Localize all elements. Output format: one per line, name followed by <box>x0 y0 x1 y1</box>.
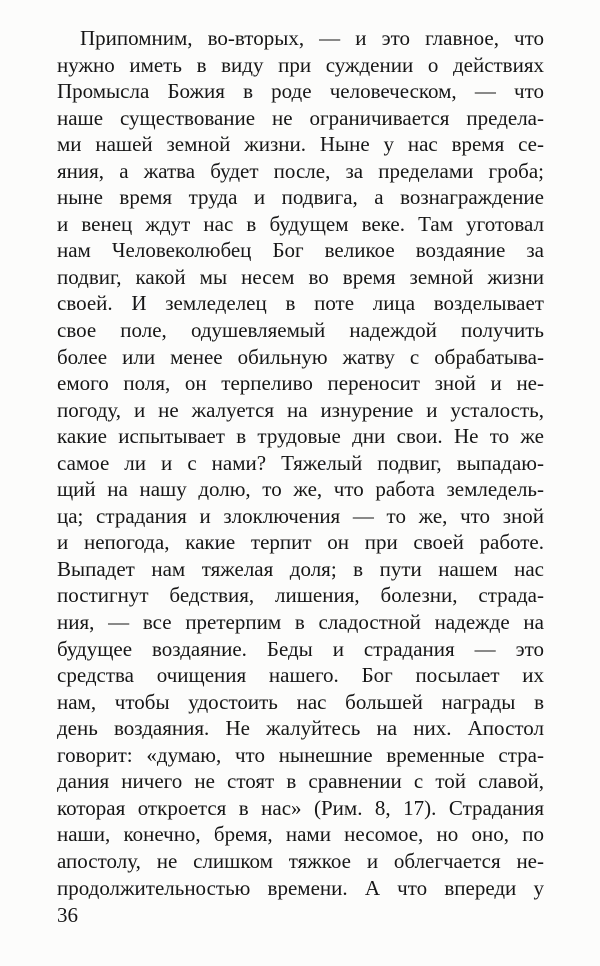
text-line: нужно иметь в виду при суждении о действиях <box>57 52 544 77</box>
text-line: погоду, и не жалуется на изнурение и усталость, <box>57 397 544 422</box>
text-line: щий на нашу долю, то же, что работа земледель- <box>57 477 544 502</box>
text-block <box>57 25 544 901</box>
text-line: свое поле, одушевляемый надеждой получить <box>57 318 544 343</box>
text-line: день воздаяния. Не жалуйтесь на них. Апостол <box>57 716 544 741</box>
text-line: емого поля, он терпеливо переносит зной и не- <box>57 371 544 396</box>
text-line: ца; страдания и злоключения — то же, что зной <box>57 503 544 528</box>
text-line: самое ли и с нами? Тяжелый подвиг, выпадаю- <box>57 450 544 475</box>
text-line: и венец ждут нас в будущем веке. Там уготовал <box>57 211 544 236</box>
text-line: постигнут бедствия, лишения, болезни, страда- <box>57 583 544 608</box>
text-line: продолжительностью времени. А что впереди у <box>57 875 544 900</box>
page-number: 36 <box>57 903 78 927</box>
text-line: какие испытывает в трудовые дни свои. Не то же <box>57 424 544 449</box>
text-line: яния, а жатва будет после, за пределами гроба; <box>57 158 544 183</box>
text-line: которая откроется в нас» (Рим. 8, 17). Страдания <box>57 795 544 820</box>
text-line: наше существование не ограничивается предела- <box>57 105 544 130</box>
text-line: Выпадет нам тяжелая доля; в пути нашем нас <box>57 556 544 581</box>
text-line: более или менее обильную жатву с обрабатыва- <box>57 344 544 369</box>
text-line: говорит: «думаю, что нынешние временные стра- <box>57 742 544 767</box>
text-line: наши, конечно, бремя, нами несомое, но оно, по <box>57 822 544 847</box>
text-line: Промысла Божия в роде человеческом, — что <box>57 79 544 104</box>
text-line: ния, — все претерпим в сладостной надежде на <box>57 610 544 635</box>
text-line: апостолу, не слишком тяжкое и облегчается не- <box>57 848 544 873</box>
text-line: будущее воздаяние. Беды и страдания — это <box>57 636 544 661</box>
text-line: дания ничего не стоят в сравнении с той славой, <box>57 769 544 794</box>
text-line: ныне время труда и подвига, а вознаграждение <box>57 185 544 210</box>
text-line: нам Человеколюбец Бог великое воздаяние за <box>57 238 544 263</box>
text-line: Припомним, во-вторых, — и это главное, что <box>80 26 544 50</box>
text-line: средства очищения нашего. Бог посылает их <box>57 663 544 688</box>
text-line: и непогода, какие терпит он при своей работе. <box>57 530 544 555</box>
text-line: нам, чтобы удостоить нас большей награды в <box>57 689 544 714</box>
text-line: подвиг, какой мы несем во время земной жизни <box>57 264 544 289</box>
text-line: своей. И земледелец в поте лица возделывает <box>57 291 544 316</box>
text-line: ми нашей земной жизни. Ныне у нас время се- <box>57 132 544 157</box>
